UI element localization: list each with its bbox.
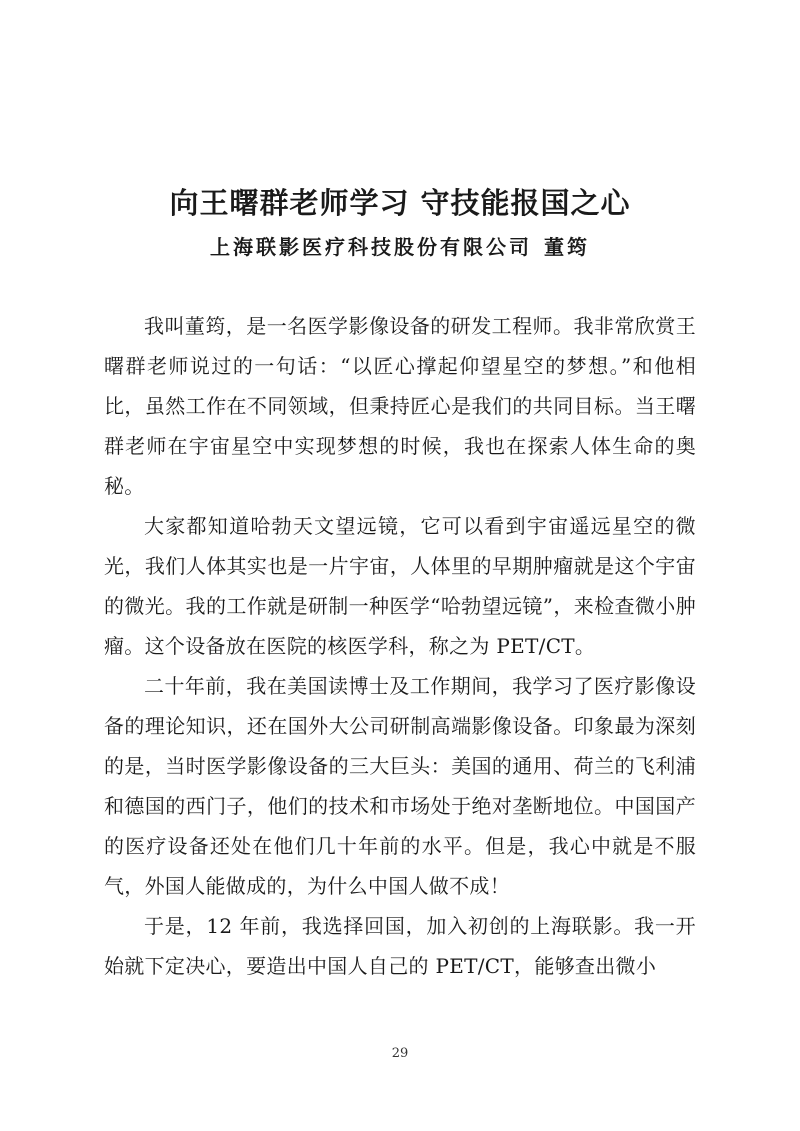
author-name: 董筠: [544, 235, 590, 259]
page-title: 向王曙群老师学习 守技能报国之心: [169, 186, 631, 220]
byline: [0, 232, 800, 262]
author-organization: 上海联影医疗科技股份有限公司: [210, 235, 532, 259]
paragraph: 二十年前，我在美国读博士及工作期间，我学习了医疗影像设备的理论知识，还在国外大公司研制高端影像设备。印象最为深刻的是，当时医学影像设备的三大巨头：美国的通用、荷兰的飞利浦和德国的西门子，他们的技术和市场处于绝对垄断地位。中国国产的医疗设备还处在他们几十年前的水平。但是，我心中就是不服气，外国人能做成的，为什么中国人做不成！: [104, 674, 696, 898]
paragraph: 我叫董筠，是一名医学影像设备的研发工程师。我非常欣赏王曙群老师说过的一句话：“以匠心撑起仰望星空的梦想。”和他相比，虽然工作在不同领域，但秉持匠心是我们的共同目标。当王曙群老师在宇宙星空中实现梦想的时候，我也在探索人体生命的奥秘。: [104, 314, 696, 498]
paragraph: 大家都知道哈勃天文望远镜，它可以看到宇宙遥远星空的微光，我们人体其实也是一片宇宙，人体里的早期肿瘤就是这个宇宙的微光。我的工作就是研制一种医学“哈勃望远镜”，来检查微小肿瘤。这个设备放在医院的核医学科，称之为 PET/CT。: [104, 514, 696, 658]
paragraph: 于是，12 年前，我选择回国，加入初创的上海联影。我一开始就下定决心，要造出中国人自己的 PET/CT，能够查出微小: [104, 914, 696, 978]
article-body: [104, 306, 696, 986]
page-number: 29: [391, 1046, 409, 1061]
